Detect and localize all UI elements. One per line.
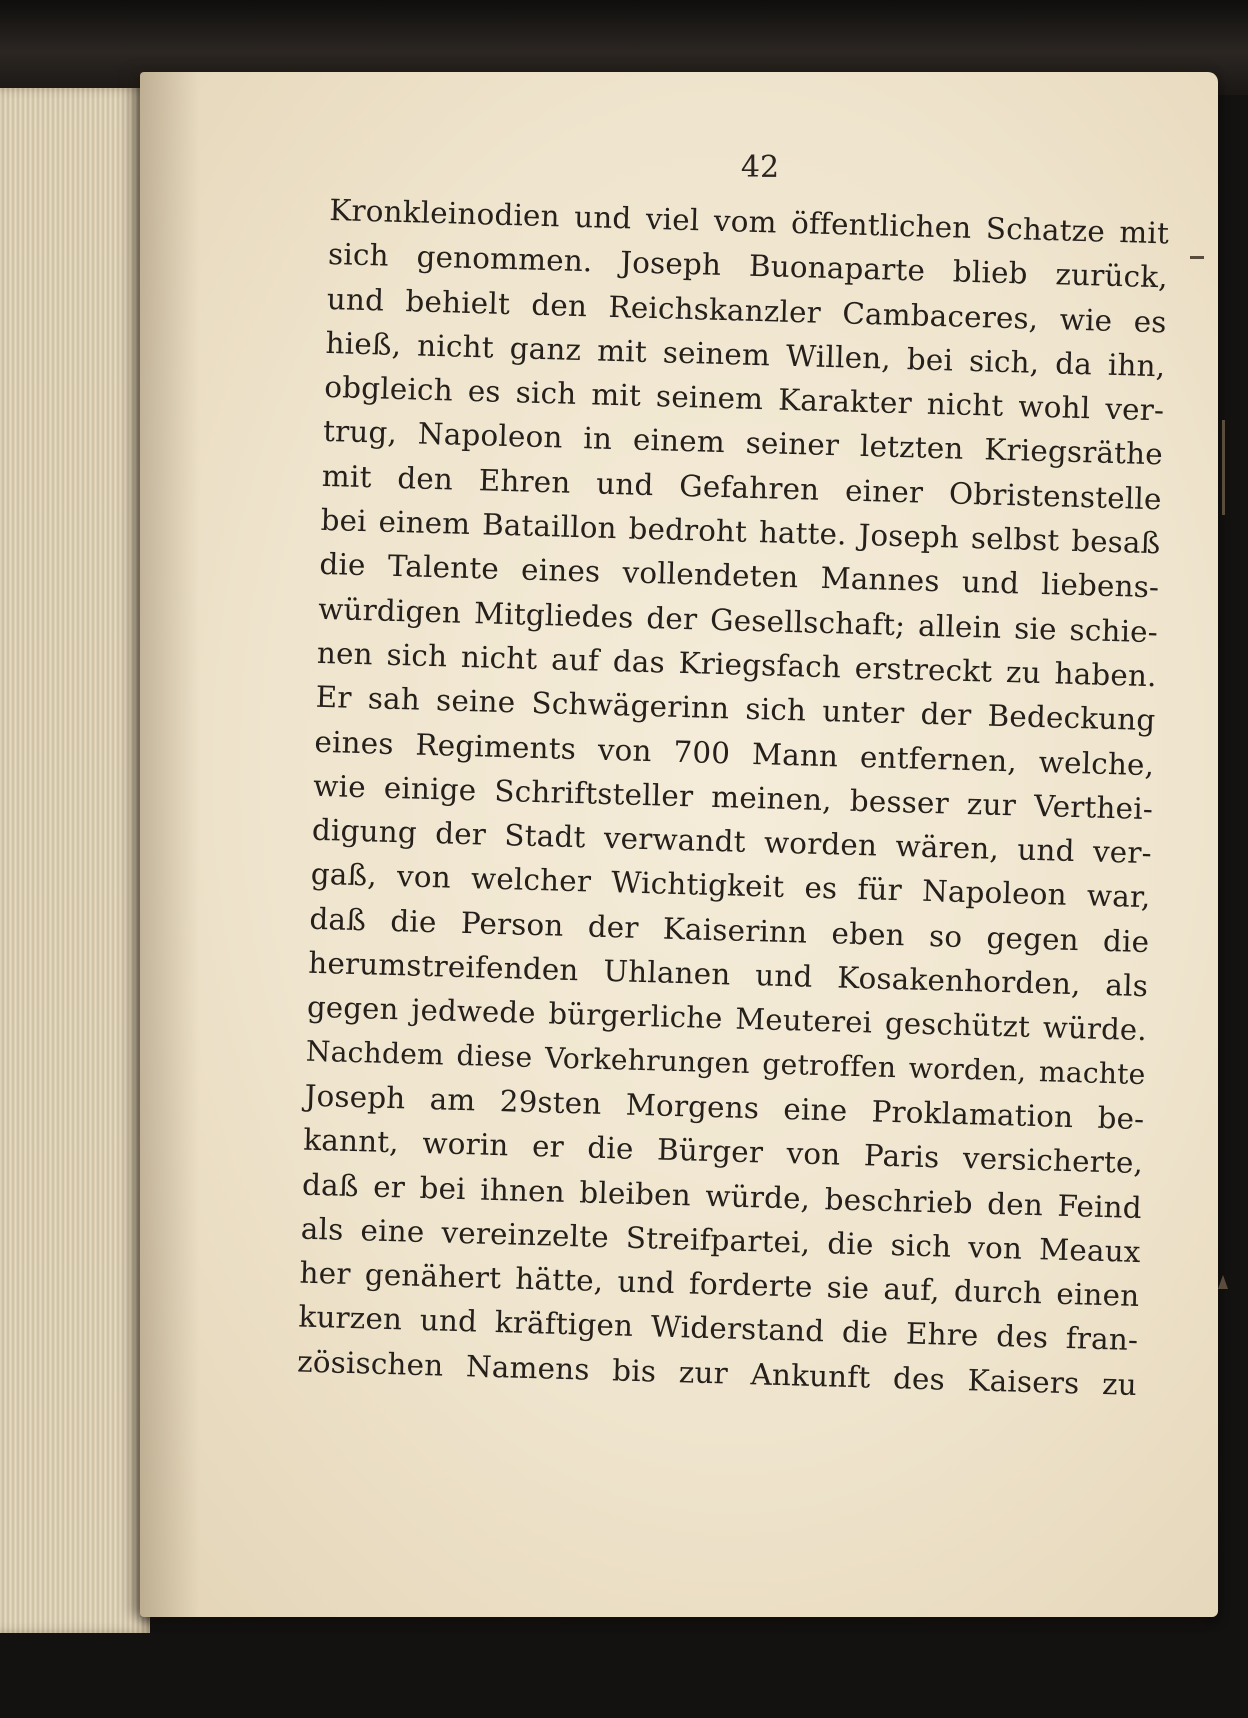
text-line: mit den Ehren und Gefahren einer Obristenstelle [321, 458, 1163, 517]
text-line: daß er bei ihnen bleiben würde, beschrieb den Feind [301, 1167, 1143, 1225]
text-line: bei einem Bataillon bedroht hatte. Joseph selbst besaß [320, 502, 1161, 561]
text-line: herumstreifenden Uhlanen und Kosakenhorden, als [307, 945, 1149, 1004]
text-line: wie einige Schriftsteller meinen, besser zur Verthei- [312, 768, 1154, 827]
text-line: zösischen Namens bis zur Ankunft des Kaisers zu [296, 1344, 1138, 1402]
text-line: sich genommen. Joseph Buonaparte blieb zurück, [327, 237, 1169, 295]
text-line: kurzen und kräftigen Widerstand die Ehre des fran- [297, 1299, 1139, 1358]
text-line: Kronkleinodien und viel vom öffentlichen Schatze mit [328, 192, 1170, 251]
text-line: hieß, nicht ganz mit seinem Willen, bei sich, da ihn, [325, 325, 1166, 384]
text-line: und behielt den Reichskanzler Cambaceres, wie es [326, 281, 1168, 339]
text-line: Er sah seine Schwägerinn sich unter der Bedeckung [315, 680, 1156, 738]
text-line: digung der Stadt verwandt worden wären, und ver- [311, 812, 1153, 871]
text-line: als eine vereinzelte Streifpartei, die sich von Meaux [300, 1211, 1142, 1269]
text-line: gaß, von welcher Wichtigkeit es für Napoleon war, [310, 857, 1151, 915]
margin-vertical-mark [1222, 420, 1225, 515]
text-line: kannt, worin er die Bürger von Paris versicherte, [302, 1122, 1144, 1181]
text-line: die Talente eines vollendeten Mannes und liebens- [319, 547, 1160, 605]
page-number: 42 [740, 150, 780, 185]
body-text [297, 188, 1170, 1407]
margin-dash-mark [1190, 256, 1204, 259]
text-line: würdigen Mitgliedes der Gesellschaft; allein sie schie- [317, 591, 1159, 649]
text-line: nen sich nicht auf das Kriegsfach erstreckt zu haben. [316, 635, 1158, 694]
text-line: eines Regiments von 700 Mann entfernen, welche, [314, 724, 1155, 782]
text-line: gegen jedwede bürgerliche Meuterei geschützt würde. [306, 990, 1148, 1048]
text-line: Joseph am 29sten Morgens eine Proklamation be- [304, 1078, 1145, 1137]
page-stack-edge [0, 88, 150, 1633]
text-line: daß die Person der Kaiserinn eben so gegen die [309, 901, 1150, 959]
text-line: trug, Napoleon in einem seiner letzten Kriegsräthe [322, 414, 1164, 472]
text-line: obgleich es sich mit seinem Karakter nicht wohl ver- [323, 370, 1165, 428]
text-line: her genähert hätte, und forderte sie auf, durch einen [299, 1255, 1140, 1314]
text-line: Nachdem diese Vorkehrungen getroffen worden, machte [305, 1034, 1147, 1091]
margin-arrow-mark [1218, 1275, 1228, 1289]
